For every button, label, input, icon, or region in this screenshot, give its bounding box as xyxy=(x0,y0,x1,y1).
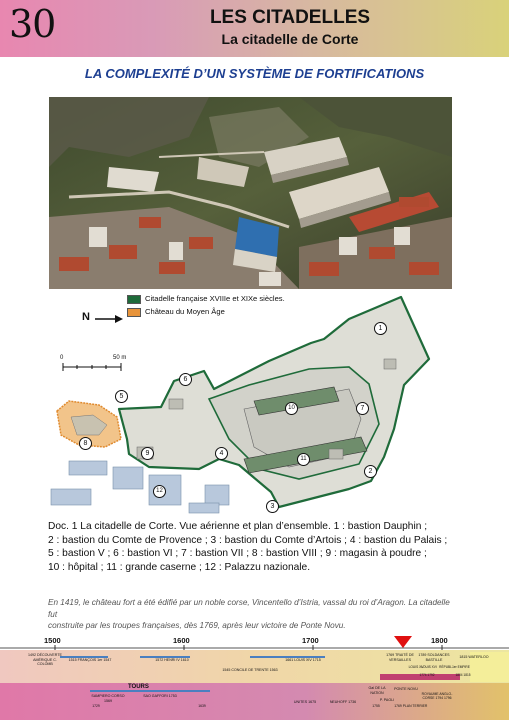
timeline-event: PLAN TERRIER xyxy=(402,704,428,708)
caption-line: 5 : bastion V ; 6 : bastion VI ; 7 : bastion VII ; 8 : bastion VIII ; 9 : magasin à poudre ; xyxy=(48,548,427,560)
timeline-event: SAMPIERO CORSO 1569 xyxy=(91,694,125,703)
timeline-event: 1804 1815 xyxy=(455,673,471,677)
marker-4: 4 xyxy=(215,447,228,460)
timeline-event: P. PAOLI xyxy=(379,698,395,702)
scale-label-50: 50 m xyxy=(113,355,127,361)
caption-line: 2 : bastion du Comte de Provence ; 3 : bastion du Comte d’Artois ; 4 : bastion du Palais ; xyxy=(48,534,448,546)
timeline-event: 1815 WATERLOO xyxy=(459,655,489,659)
timeline-event: LOUIS XVI xyxy=(421,665,437,669)
marker-10: 10 xyxy=(285,402,298,415)
citadel-plan xyxy=(49,289,452,514)
year-1800: 1800 xyxy=(431,636,448,645)
caption-line: Doc. 1 La citadelle de Corte. Vue aérienne et plan d’ensemble. 1 : bastion Dauphin ; xyxy=(48,521,428,532)
timeline-event: UNITES 1675 xyxy=(293,700,317,704)
timeline-event: 1572 HENRI IV 1610 xyxy=(155,658,189,662)
timeline-event: SAO GAFFORI 1753 xyxy=(143,694,177,698)
aerial-photo xyxy=(49,97,452,289)
north-arrow-icon xyxy=(95,315,123,323)
marker-6: 6 xyxy=(179,373,192,386)
year-1500: 1500 xyxy=(44,636,61,645)
marker-12: 12 xyxy=(153,485,166,498)
marker-1: 1 xyxy=(374,322,387,335)
north-label: N xyxy=(82,311,90,323)
caption-line: 10 : hôpital ; 11 : grande caserne ; 12 : Palazzu nazionale. xyxy=(48,561,311,573)
page-subtitle: La citadelle de Corte xyxy=(221,31,359,47)
historical-note xyxy=(48,597,460,632)
year-1600: 1600 xyxy=(173,636,190,645)
timeline-event: 1755 xyxy=(372,704,380,708)
timeline-event: LOUIS XV xyxy=(408,665,424,669)
figure-caption xyxy=(48,520,458,574)
timeline-event: 1545 CONCILE DE TRENTE 1563 xyxy=(222,668,278,672)
timeline-event: ROYAUME ANGLO-CORSE 1794 1796 xyxy=(421,692,453,701)
scale-bar xyxy=(63,363,121,371)
timeline-event: 1769 xyxy=(394,704,402,708)
legend-orange-label: Château du Moyen Âge xyxy=(145,307,225,316)
timeline-event: 1774 1792 xyxy=(419,673,435,677)
legend-green-label: Citadelle française XVIIIe et XIXe siècles. xyxy=(145,294,285,303)
timeline-event: TOURS xyxy=(128,684,149,690)
aerial-photo-drawing xyxy=(49,97,452,289)
marker-9: 9 xyxy=(141,447,154,460)
page-header xyxy=(0,0,509,57)
timeline-event: 1er EMPIRE xyxy=(452,665,470,669)
timeline-event: NEUHOFF 1736 xyxy=(329,700,357,704)
year-1700: 1700 xyxy=(302,636,319,645)
page-title: LES CITADELLES xyxy=(209,7,371,28)
timeline-event: 1515 FRANÇOIS 1er 1547 xyxy=(68,658,112,662)
timeline-event: 1661 LOUIS XIV 1715 xyxy=(285,658,321,662)
marker-8: 8 xyxy=(79,437,92,450)
note-line: En 1419, le château fort a été édifié par un noble corse, Vincentello d’Istria, vassal du roi d’Aragon. La citadelle fut xyxy=(48,598,450,619)
timeline-event: PONTE NOVU xyxy=(394,687,418,691)
timeline-event: 1729 xyxy=(92,704,100,708)
timeline-event: 1492 DÉCOUVERTE AMÉRIQUE C. COLOMB xyxy=(28,653,62,666)
marker-3: 3 xyxy=(266,500,279,513)
note-line: construite par les troupes françaises, dès 1769, après leur victoire de Ponte Novu. xyxy=(48,621,346,630)
scale-label-zero: 0 xyxy=(60,355,64,361)
timeline-event: RÉPUBL. xyxy=(439,665,453,669)
marker-7: 7 xyxy=(356,402,369,415)
section-title: LA COMPLEXITÉ D’UN SYSTÈME DE FORTIFICATIONS xyxy=(84,66,425,81)
page-number: 30 xyxy=(9,2,56,46)
timeline-event: 1769 TRAITÉ DE VERSAILLES xyxy=(386,653,414,662)
marker-5: 5 xyxy=(115,390,128,403)
timeline-event: 1639 xyxy=(198,704,206,708)
marker-11: 11 xyxy=(297,453,310,466)
timeline-event: Gal DE LA NATION xyxy=(368,686,386,695)
marker-2: 2 xyxy=(364,465,377,478)
timeline xyxy=(0,632,509,720)
timeline-event: 1789 SOLDANCES BASTILLE xyxy=(418,653,450,662)
plan-drawing xyxy=(49,289,452,514)
